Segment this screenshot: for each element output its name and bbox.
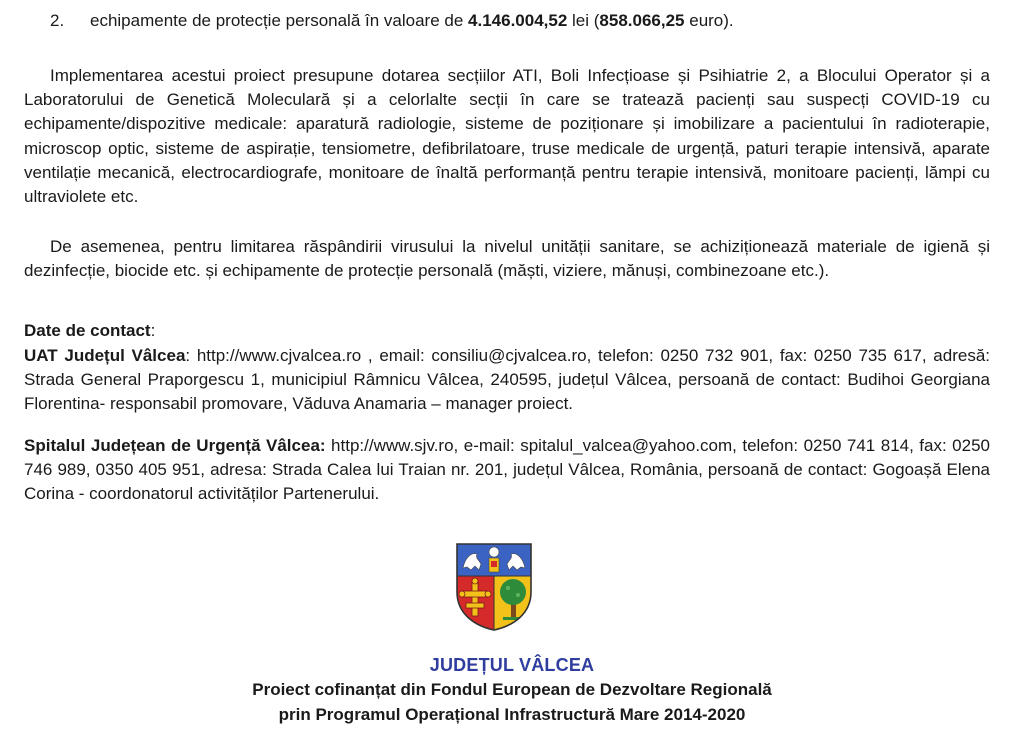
paragraph-implementation: Implementarea acestui proiect presupune dotarea secțiilor ATI, Boli Infecțioase și Psihiatrie 2, a Blocului Operator și a Laboratorului de Genetică Moleculară și a celorlalte secții în care se tratează pacienți sau suspecți COVID-19 cu echipamente/dispozitive medicale: aparatură radiologie, sisteme de poziționare și imobilizare a pacientului în radioterapie, microscop optic, sisteme de aspirație, tensiometre, defibrilatoare, truse medicale de urgență, paturi terapie intensivă, aparate ventilație mecanică, electrocardiografe, monitoare de înaltă performanță pentru terapie intensivă, monitoare pacienți, lămpi cu ultraviolete etc. <box>24 66 990 207</box>
list-text-b: lei ( <box>567 11 600 30</box>
contact-uat-label: UAT Județul Vâlcea <box>24 346 186 365</box>
paragraph-hygiene: De asemenea, pentru limitarea răspândirii virusului la nivelul unității sanitare, se achiziționează materiale de igienă și dezinfecție, biocide etc. și echipamente de protecție personală (măști, viziere, mănuși, combinezoane etc.). <box>24 237 990 281</box>
contact-hospital-label: Spitalul Județean de Urgență Vâlcea: <box>24 436 326 455</box>
list-text-c: euro). <box>684 11 734 30</box>
contact-heading <box>24 319 990 343</box>
contact-hospital-text: http://www.sjv.ro, e-mail: spitalul_valcea@yahoo.com, telefon: 0250 741 814, fax: 0250 746 989, 0350 405 951, adresa: Strada Calea lui Traian nr. 201, județul Vâlcea, România, persoană de contact: Gogoașă Elena Corina - coordonatorul activităților Partenerului. <box>24 436 991 504</box>
county-title: JUDEȚUL VÂLCEA <box>429 655 595 675</box>
amount-eur: 858.066,25 <box>599 11 685 30</box>
contact-heading-colon: : <box>150 321 156 340</box>
contact-uat <box>24 344 990 417</box>
list-item-equipment <box>50 10 734 32</box>
program-line: prin Programul Operațional Infrastructură Mare 2014-2020 <box>278 705 746 724</box>
list-number: 2. <box>50 11 65 30</box>
list-text-a: echipamente de protecție personală în valoare de <box>90 11 469 30</box>
valcea-coat-of-arms-icon <box>453 540 535 632</box>
contact-heading-label: Date de contact <box>24 321 151 340</box>
amount-lei: 4.146.004,52 <box>468 11 568 30</box>
contact-uat-text: : http://www.cjvalcea.ro , email: consiliu@cjvalcea.ro, telefon: 0250 732 901, fax: 0250 735 617, adresă: Strada General Praporgescu 1, municipiul Râmnicu Vâlcea, 240595, județul Vâlcea, persoană de contact: Budihoi Georgiana Florentina- responsabil promovare, Văduva Anamaria – manager proiect. <box>24 346 990 414</box>
contact-hospital <box>24 434 990 507</box>
cofinancing-line: Proiect cofinanțat din Fondul European de Dezvoltare Regională <box>252 680 772 699</box>
